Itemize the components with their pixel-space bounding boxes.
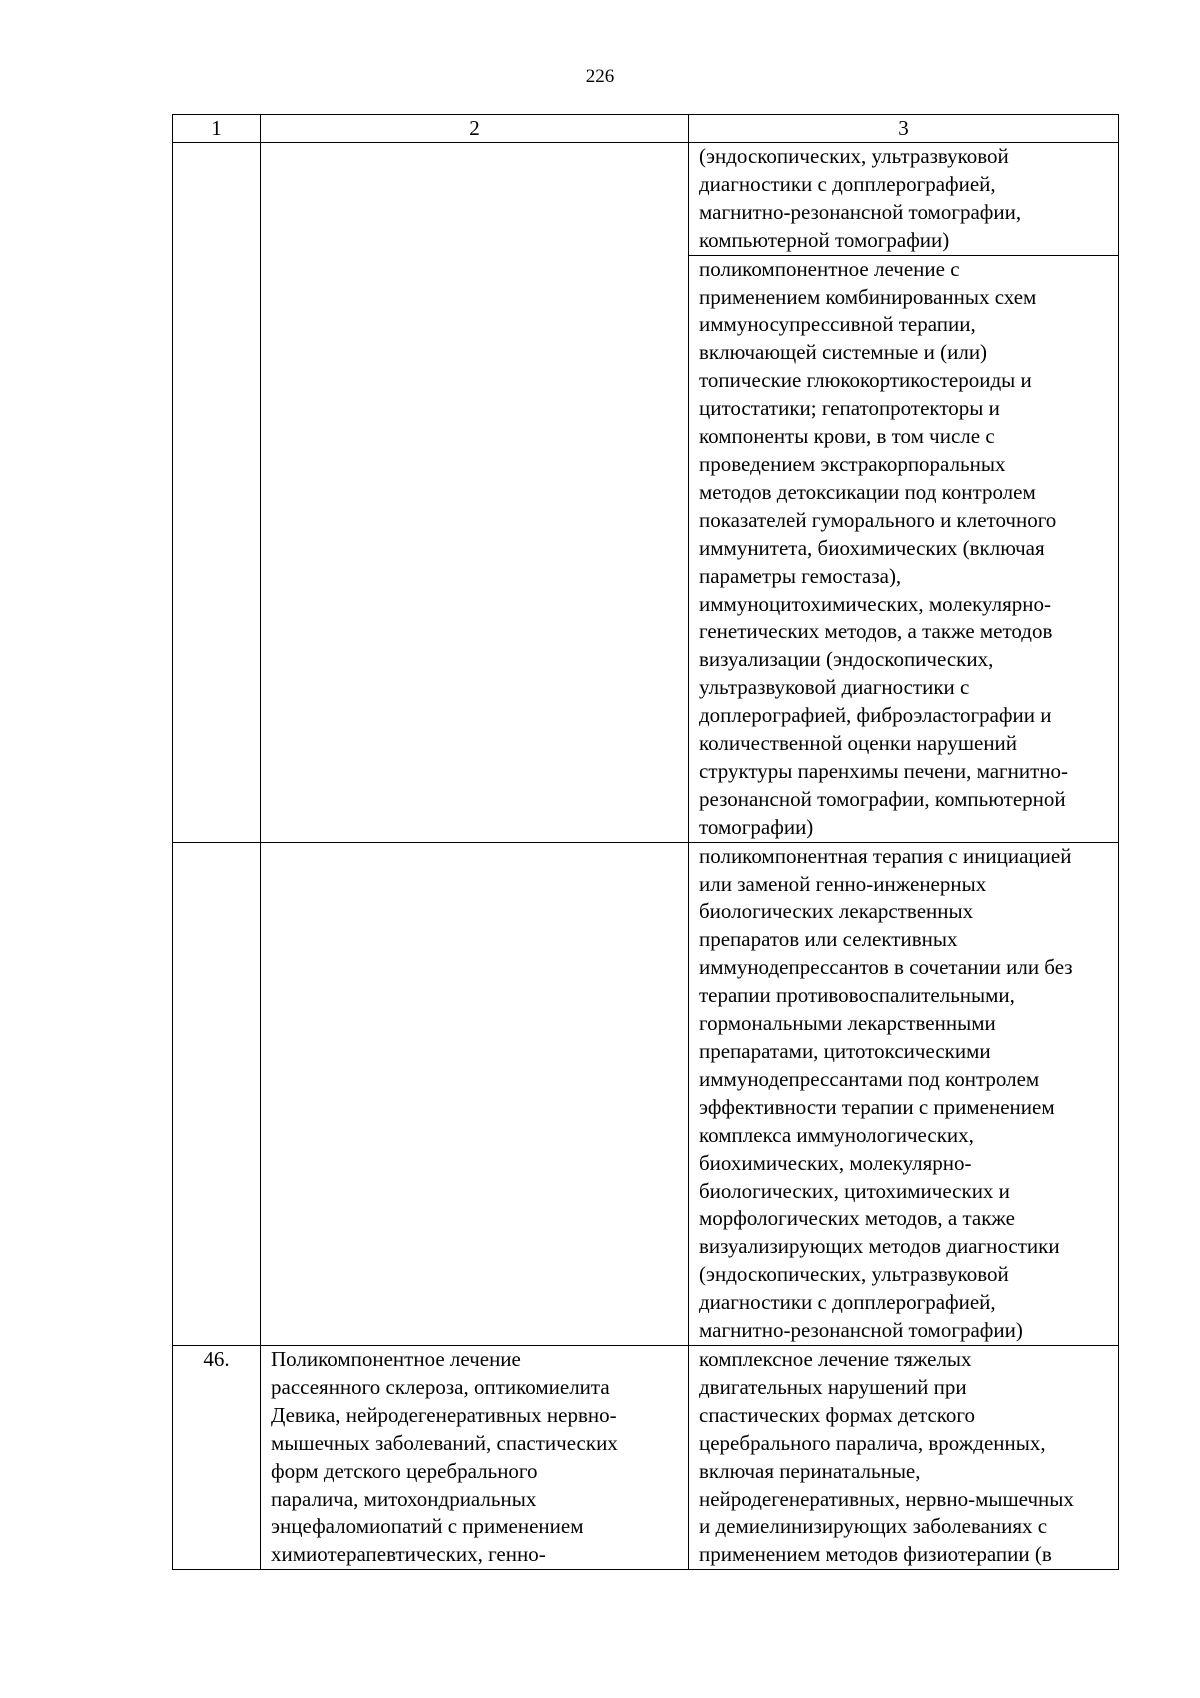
condition-cell [261, 143, 689, 256]
treatment-cell: поликомпонентное лечение с применением комбинированных схем иммуносупрессивной терапии, включающей системные и (или) топические глюкокортикостероиды и цитостатики; гепатопротекторы и компоненты крови, в том числе с проведением экстракорпоральных методов детоксикации под контролем показателей гуморального и клеточного иммунитета, биохимических (включая параметры гемостаза), иммуноцитохимических, молекулярно- генетических методов, а также методов визуализации (эндоскопических, ультразвуковой диагностики с доплерографией, фиброэластографии и количественной оценки нарушений структуры паренхимы печени, магнитно- резонансной томографии, компьютерной томографии) [689, 255, 1119, 842]
header-cell-2: 2 [261, 115, 689, 143]
row-number-cell [173, 842, 261, 1345]
treatment-cell: (эндоскопических, ультразвуковой диагностики с допплерографией, магнитно-резонансной томографии, компьютерной томографии) [689, 143, 1119, 256]
table-row [173, 255, 1119, 842]
document-table [172, 114, 1119, 1570]
treatment-cell: комплексное лечение тяжелых двигательных нарушений при спастических формах детского церебрального паралича, врожденных, включая перинатальные, нейродегенеративных, нервно-мышечных и демиелинизирующих заболеваниях с применением методов физиотерапии (в [689, 1345, 1119, 1569]
header-cell-3: 3 [689, 115, 1119, 143]
condition-cell: Поликомпонентное лечение рассеянного склероза, оптикомиелита Девика, нейродегенеративных нервно- мышечных заболеваний, спастических форм детского церебрального паралича, митохондриальных энцефаломиопатий с применением химиотерапевтических, генно- [261, 1345, 689, 1569]
header-cell-1: 1 [173, 115, 261, 143]
treatment-cell: поликомпонентная терапия с инициацией или заменой генно-инженерных биологических лекарственных препаратов или селективных иммунодепрессантов в сочетании или без терапии противовоспалительными, гормональными лекарственными препаратами, цитотоксическими иммунодепрессантами под контролем эффективности терапии с применением комплекса иммунологических, биохимических, молекулярно- биологических, цитохимических и морфологических методов, а также визуализирующих методов диагностики (эндоскопических, ультразвуковой диагностики с допплерографией, магнитно-резонансной томографии) [689, 842, 1119, 1345]
condition-cell [261, 255, 689, 842]
table-row [173, 1345, 1119, 1569]
row-number-cell [173, 255, 261, 842]
page-number: 226 [585, 66, 615, 87]
row-number-cell: 46. [173, 1345, 261, 1569]
table-row [173, 143, 1119, 256]
condition-cell [261, 842, 689, 1345]
row-number-cell [173, 143, 261, 256]
table-row [173, 842, 1119, 1345]
table-header-row [173, 115, 1119, 143]
